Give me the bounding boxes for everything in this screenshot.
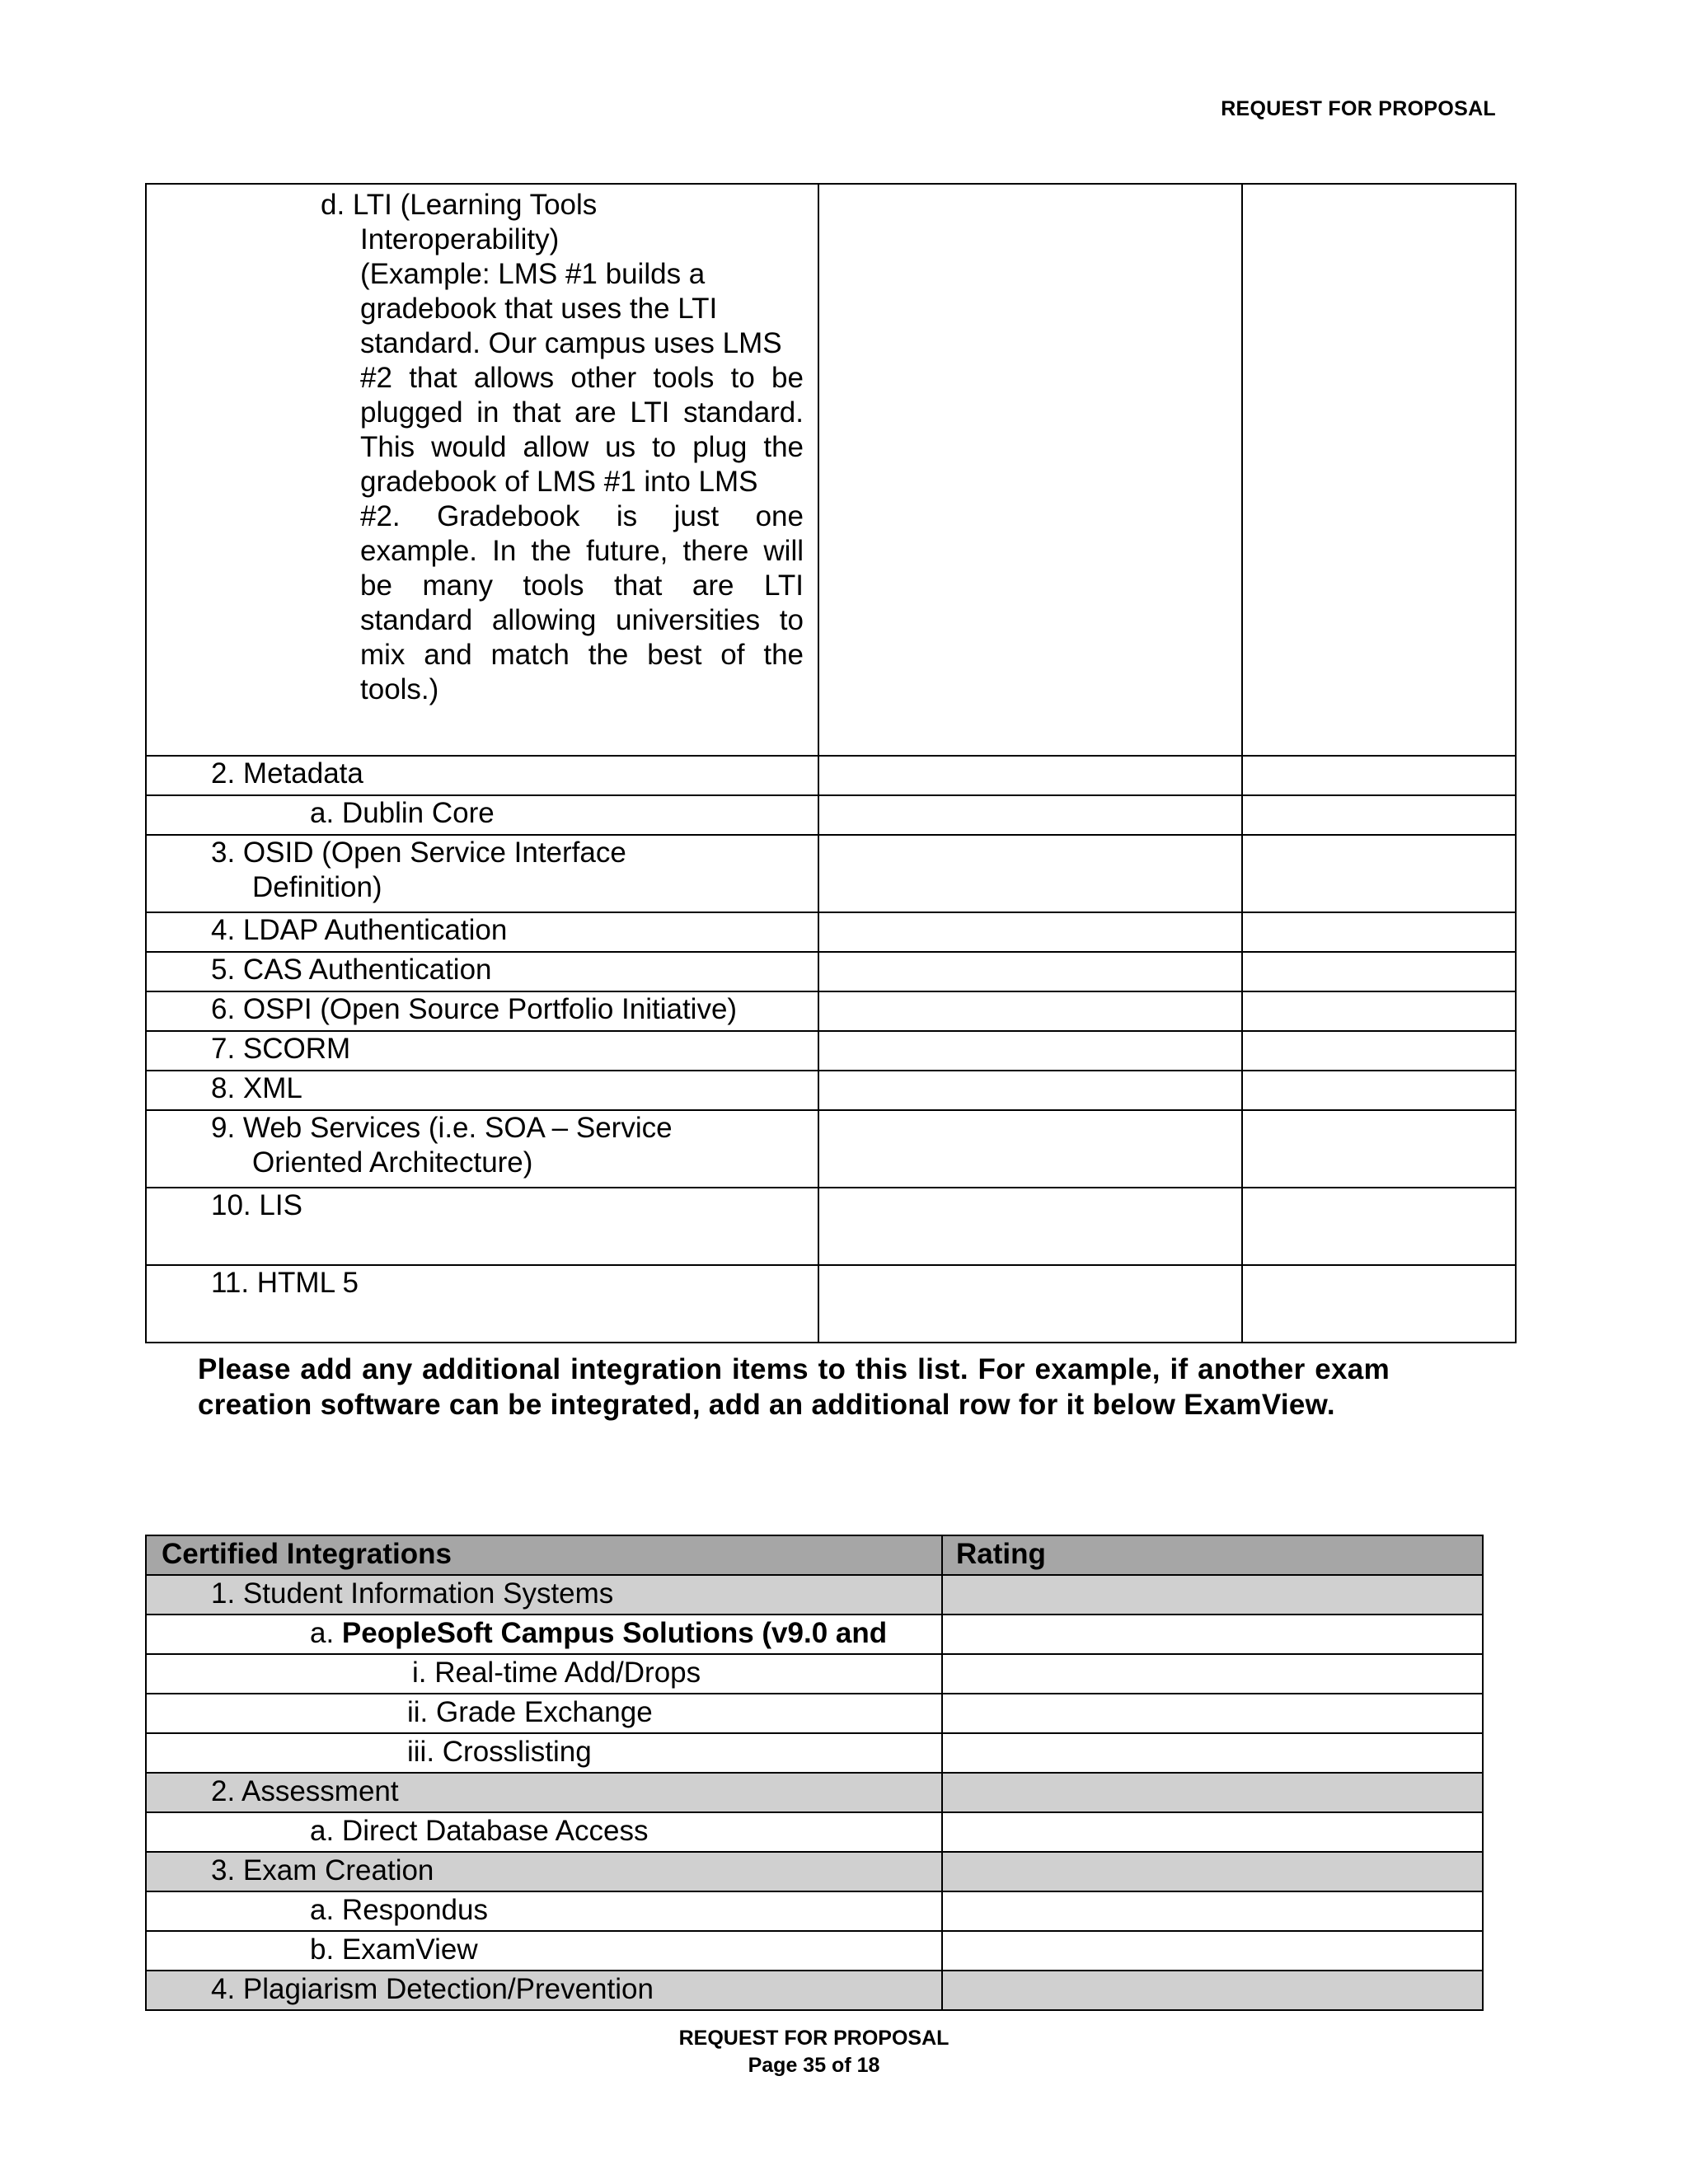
row-label: a. Dublin Core	[310, 797, 495, 829]
table-row	[146, 1773, 1483, 1812]
table-cell	[146, 184, 818, 756]
page-header: REQUEST FOR PROPOSAL	[1221, 97, 1496, 120]
row-label-cont: Definition)	[252, 871, 382, 903]
row-label: 11. HTML 5	[211, 1267, 359, 1299]
table-row	[146, 952, 1516, 991]
row-label: i. Real-time Add/Drops	[412, 1657, 701, 1689]
table-cell	[818, 184, 1242, 756]
table-row	[146, 1812, 1483, 1852]
row-label: 5. CAS Authentication	[211, 954, 492, 986]
table-row	[146, 1852, 1483, 1891]
table-row	[146, 184, 1516, 756]
table-header-row	[146, 1535, 1483, 1575]
row-label: 6. OSPI (Open Source Portfolio Initiative)	[211, 993, 738, 1025]
table-row	[146, 912, 1516, 952]
page-footer	[577, 2025, 1051, 2079]
row-label: a. Direct Database Access	[310, 1815, 649, 1847]
table-row	[146, 1575, 1483, 1615]
row-label: a. Respondus	[310, 1894, 488, 1926]
column-header: Rating	[942, 1535, 1483, 1575]
row-label: 2. Metadata	[211, 757, 363, 790]
row-label: 4. Plagiarism Detection/Prevention	[211, 1973, 654, 2005]
row-label: 3. OSID (Open Service Interface	[211, 837, 626, 869]
table-row	[146, 1071, 1516, 1110]
row-label: a. PeopleSoft Campus Solutions (v9.0 and	[310, 1617, 888, 1649]
row-label: 1. Student Information Systems	[211, 1577, 614, 1610]
table-row	[146, 1694, 1483, 1733]
table-row	[146, 1733, 1483, 1773]
table-cell	[1242, 184, 1516, 756]
table-row	[146, 1654, 1483, 1694]
row-label: 8. XML	[211, 1072, 302, 1104]
certified-integrations-table	[145, 1535, 1484, 2011]
page-number: Page 35 of 18	[748, 2054, 880, 2077]
lti-item-label: d. LTI (Learning Tools	[321, 189, 598, 221]
table-row	[146, 795, 1516, 835]
table-row	[146, 1891, 1483, 1931]
row-label: 9. Web Services (i.e. SOA – Service	[211, 1112, 673, 1144]
instruction-note: Please add any additional integration items to this list. For example, if another exam creation software can be integrated, add an additional row for it below ExamView.	[198, 1353, 1390, 1421]
table-row	[146, 1971, 1483, 2010]
row-label: iii. Crosslisting	[407, 1736, 592, 1768]
row-label-cont: Oriented Architecture)	[252, 1146, 533, 1179]
table-row	[146, 1265, 1516, 1343]
integration-standards-table	[145, 183, 1517, 1343]
column-header: Certified Integrations	[146, 1535, 942, 1575]
table-row	[146, 991, 1516, 1031]
footer-title: REQUEST FOR PROPOSAL	[678, 2027, 950, 2050]
table-row	[146, 1615, 1483, 1654]
row-label: 7. SCORM	[211, 1033, 351, 1065]
row-label: 4. LDAP Authentication	[211, 914, 508, 946]
table-row	[146, 1031, 1516, 1071]
table-row	[146, 1931, 1483, 1971]
table-row	[146, 1188, 1516, 1265]
row-label: b. ExamView	[310, 1933, 478, 1966]
row-label: 2. Assessment	[211, 1775, 399, 1807]
table-row	[146, 1110, 1516, 1188]
row-label: ii. Grade Exchange	[407, 1696, 653, 1728]
lti-item-description: Interoperability) (Example: LMS #1 builds a gradebook that uses the LTI standard. Our campus uses LMS #2 that allows other tools to be plugged in that are LTI standard. This would allow us to plug the gradebook of LMS #1 into LMS #2. Gradebook is just one example. In the future, there will be many tools that are LTI standard allowing universities to mix and match the best of the tools.)	[360, 223, 804, 705]
row-label: 3. Exam Creation	[211, 1854, 434, 1886]
table-row	[146, 756, 1516, 795]
table-row	[146, 835, 1516, 912]
row-label: 10. LIS	[211, 1189, 302, 1221]
